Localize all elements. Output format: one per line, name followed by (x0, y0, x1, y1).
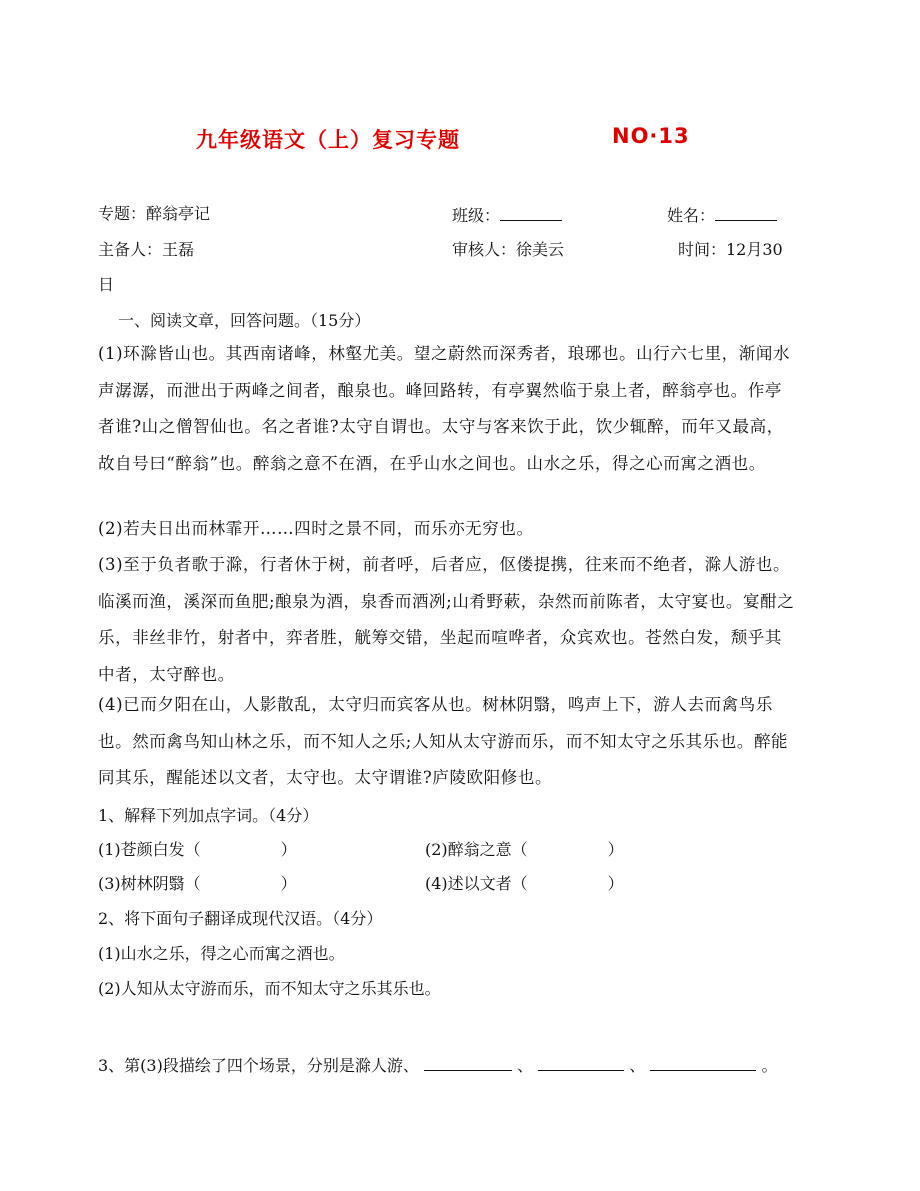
preparer-label: 主备人：王磊 (98, 240, 195, 259)
question1-item-3: (3)树林阴翳（ ） (98, 874, 297, 893)
question1-item-4: (4)述以文者（ ） (425, 874, 624, 893)
question3-blank-3[interactable] (650, 1054, 756, 1071)
class-label: 班级： (452, 206, 501, 225)
topic-label: 专题：醉翁亭记 (98, 204, 211, 223)
passage-paragraph-4: (4)已而夕阳在山，人影散乱，太守归而宾客从也。树林阴翳，鸣声上下，游人去而禽鸟乐也。然而禽鸟知山林之乐，而不知人之乐;人知从太守游而乐，而不知太守之乐其乐也。醉能同其乐，醒能述以文者，太守也。太守谓谁?庐陵欧阳修也。 (98, 695, 789, 788)
worksheet-number: NO·13 (612, 124, 690, 148)
class-blank[interactable] (500, 204, 562, 221)
passage-paragraph-2: (2)若夫日出而林霏开……四时之景不同，而乐亦无穷也。 (98, 519, 534, 538)
worksheet-title (0, 124, 920, 158)
question1-item-1: (1)苍颜白发（ ） (98, 840, 297, 859)
question3-end: 。 (761, 1056, 778, 1075)
question2-item-2: (2)人知从太守游而乐，而不知太守之乐其乐也。 (98, 979, 441, 998)
passage-paragraph-3: (3)至于负者歌于滁，行者休于树，前者呼，后者应，伛偻提携，往来而不绝者，滁人游也。临溪而渔，溪深而鱼肥;酿泉为酒，泉香而酒冽;山肴野蔌，杂然而前陈者，太守宴也。宴酣之乐，非丝非竹，射者中，弈者胜，觥筹交错，坐起而喧哗者，众宾欢也。苍然白发，颓乎其中者，太守醉也。 (98, 555, 795, 684)
question3 (98, 1054, 777, 1076)
name-blank[interactable] (715, 204, 777, 221)
question1-prompt: 1、解释下列加点字词。（4分） (98, 806, 319, 825)
question3-blank-1[interactable] (424, 1054, 512, 1071)
reviewer-label: 审核人：徐美云 (452, 240, 565, 259)
question3-blank-2[interactable] (538, 1054, 624, 1071)
question3-prompt: 3、第(3)段描绘了四个场景，分别是滁人游、 (98, 1056, 419, 1075)
question3-separator-1: 、 (517, 1056, 534, 1075)
question3-separator-2: 、 (629, 1056, 646, 1075)
section1-heading: 一、阅读文章，回答问题。（15分） (118, 311, 371, 330)
question2-prompt: 2、将下面句子翻译成现代汉语。（4分） (98, 909, 383, 928)
class-field (452, 204, 562, 226)
name-field (667, 204, 777, 226)
name-label: 姓名： (667, 206, 716, 225)
time-label: 时间：12月30 (678, 240, 783, 259)
question1-item-2: (2)醉翁之意（ ） (425, 840, 624, 859)
passage-paragraph-1: (1)环滁皆山也。其西南诸峰，林壑尤美。望之蔚然而深秀者，琅琊也。山行六七里，渐闻水声潺潺，而泄出于两峰之间者，酿泉也。峰回路转，有亭翼然临于泉上者，醉翁亭也。作亭者谁?山之僧智仙也。名之者谁?太守自谓也。太守与客来饮于此，饮少辄醉，而年又最高，故自号曰“醉翁”也。醉翁之意不在酒，在乎山水之间也。山水之乐，得之心而寓之酒也。 (98, 344, 791, 473)
time-label-wrap: 日 (98, 275, 115, 294)
question2-item-1: (1)山水之乐，得之心而寓之酒也。 (98, 944, 345, 963)
title-text: 九年级语文（上）复习专题 (196, 128, 460, 152)
